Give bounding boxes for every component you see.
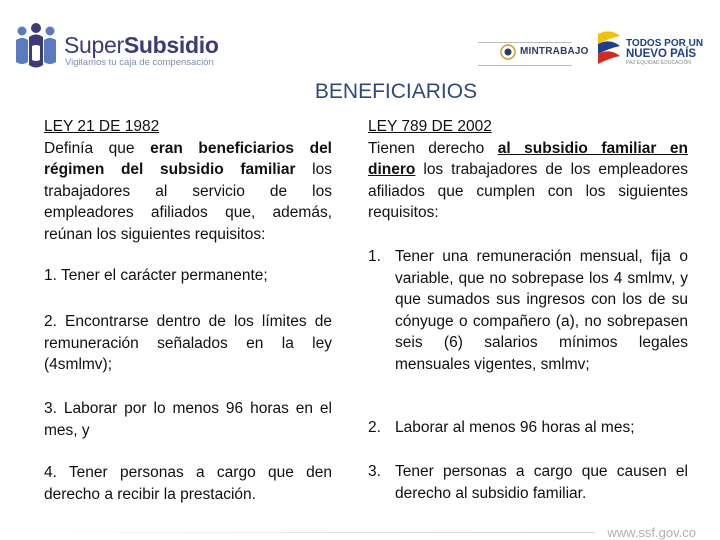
brand-prefix: Super: [64, 32, 124, 58]
left-requirement-3: 3. Laborar por lo menos 96 horas en el mes, y: [44, 400, 332, 439]
right-requirement-3-number: 3.: [368, 463, 381, 480]
left-intro-post: los trabajadores al servicio de los empleadores afiliados que, además, reúnan los siguientes requisitos:: [44, 161, 332, 243]
brand-name: [64, 32, 219, 59]
left-requirement-2: 2. Encontrarse dentro de los límites de remuneración señalados en la ley (4smlmv);: [44, 313, 332, 373]
supersubsidio-people-icon: [12, 22, 60, 74]
government-logos: [476, 24, 716, 84]
right-law-heading: LEY 789 DE 2002: [368, 118, 492, 135]
ministry-name: MINTRABAJO: [520, 46, 589, 57]
slogan-line-1: TODOS POR UN: [626, 38, 704, 49]
ministry-seal-icon: [500, 44, 516, 60]
right-requirement-3: [368, 461, 688, 504]
brand-tagline: Vigilamos tu caja de compensación: [65, 57, 214, 68]
right-requirement-1-text: Tener una remuneración mensual, fija o variable, que no sobrepase los 4 smlmv, y que sumados sus ingresos con los de su cónyuge o compañero (a), no sobrepasen seis (6) salarios mínimos legales mensuales vigentes, smlmv;: [395, 248, 688, 373]
left-requirement-1: 1. Tener el carácter permanente;: [44, 267, 268, 284]
footer-url: www.ssf.gov.co: [607, 525, 696, 540]
right-intro-pre: Tienen derecho: [368, 139, 498, 157]
brand-suffix: Subsidio: [123, 32, 219, 58]
nuevo-pais-slogan: [626, 38, 703, 67]
right-requirement-1-number: 1.: [368, 248, 381, 265]
slogan-line-3: PAZ EQUIDAD EDUCACIÓN: [626, 60, 691, 66]
right-intro-underlined: al subsidio familiar en dinero: [368, 139, 688, 178]
right-requirement-3-text: Tener personas a cargo que causen el derecho al subsidio familiar.: [395, 463, 688, 502]
page-title: BENEFICIARIOS: [314, 80, 478, 103]
nuevo-pais-flag-icon: [594, 28, 624, 72]
left-law-heading: LEY 21 DE 1982: [44, 118, 160, 135]
supersubsidio-logo: [12, 20, 232, 80]
right-column: [368, 116, 688, 502]
right-intro-post: los trabajadores de los empleadores afiliados que cumplen con los siguientes requisitos:: [368, 161, 688, 221]
left-intro: [44, 138, 332, 246]
footer: [0, 520, 720, 540]
left-requirement-4: 4. Tener personas a cargo que den derecho a recibir la prestación.: [44, 464, 332, 503]
left-intro-pre: Definía que: [44, 139, 151, 157]
right-requirement-1: [368, 246, 688, 375]
right-requirement-2-number: 2.: [368, 419, 381, 436]
right-requirement-2-text: Laborar al menos 96 horas al mes;: [395, 419, 635, 436]
right-intro: [368, 138, 688, 224]
left-column: [44, 116, 332, 503]
slogan-line-2: NUEVO PAÍS: [626, 48, 697, 60]
left-intro-bold: eran beneficiarios del régimen del subsidio familiar: [44, 139, 332, 178]
right-requirement-2: [368, 417, 688, 439]
footer-divider: [20, 532, 595, 533]
